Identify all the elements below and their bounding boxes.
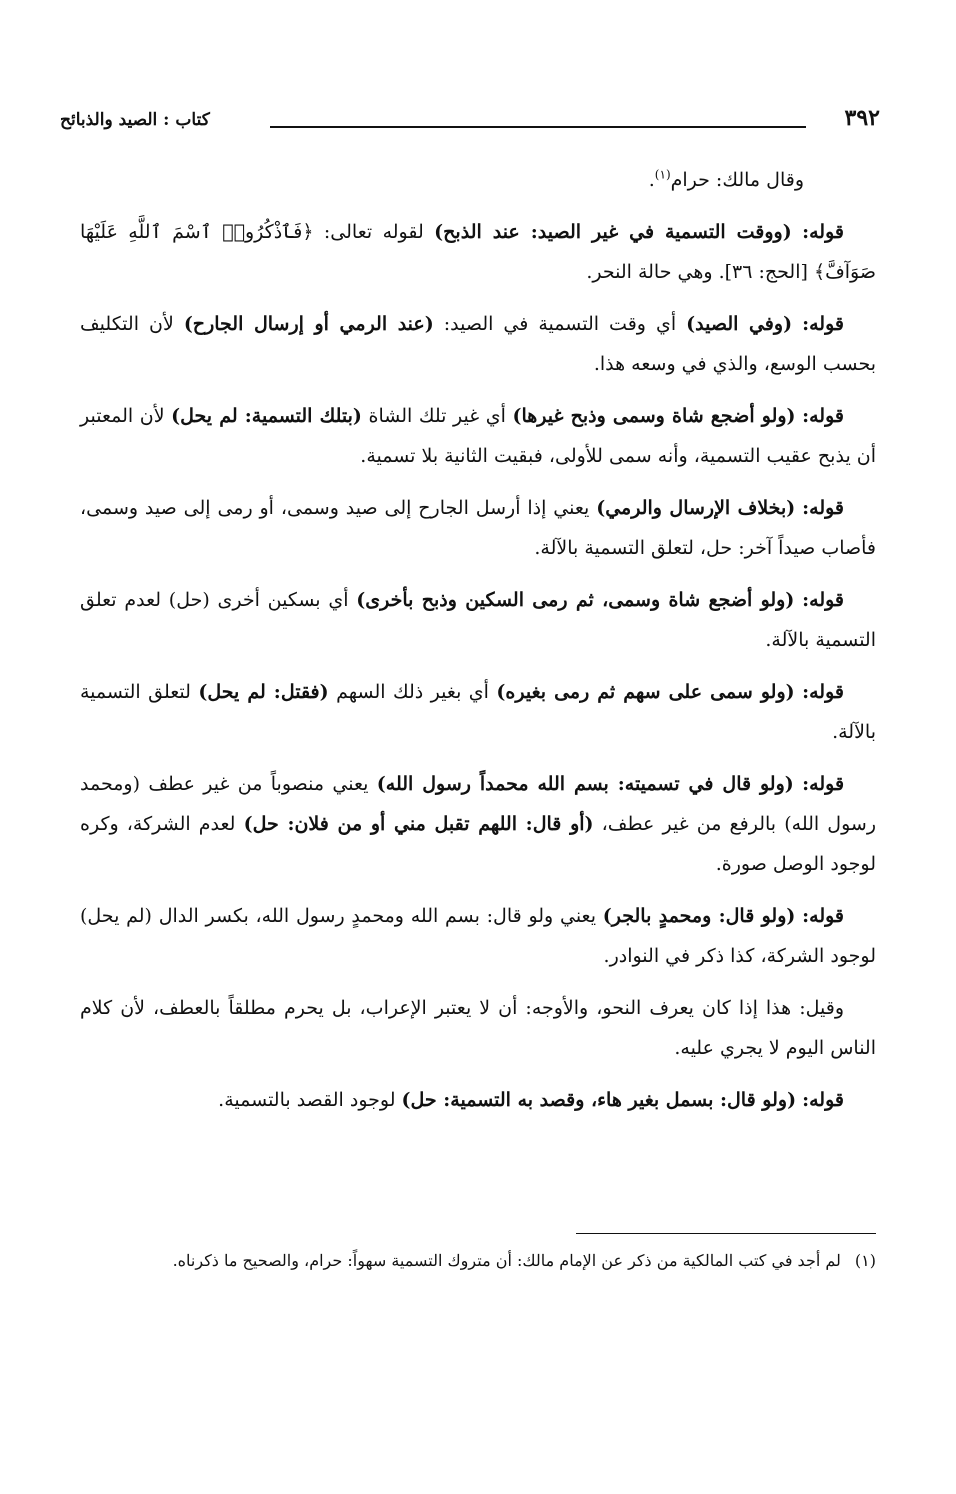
paragraph-text: وقال مالك: حرام: [670, 169, 804, 191]
quoted-text: (بتلك التسمية: لم يحل): [171, 405, 362, 427]
page-header: [60, 104, 880, 140]
quoted-text: (ولو سمى على سهم ثم رمى بغيره): [496, 681, 795, 703]
paragraph: [80, 160, 876, 200]
quoted-text: (ولو أضجع شاة وسمى وذبح غيرها): [512, 405, 796, 427]
commentary-text: أي بغير ذلك السهم: [336, 681, 489, 703]
commentary-text: لأن المعتبر أن يذبح عقيب التسمية، وأنه سمى للأولى، فبقيت الثانية بلا تسمية.: [80, 405, 876, 467]
quoted-text: (ووقت التسمية في غير الصيد: عند الذبح): [434, 221, 792, 243]
commentary-text: أي بسكين أخرى (حل) لعدم تعلق التسمية بالآلة.: [80, 589, 876, 651]
footnote-rule: [576, 1233, 876, 1234]
quoted-text: (ولو قال: بسمل بغير هاء، وقصد به التسمية: حل): [401, 1089, 797, 1111]
paragraph: [80, 580, 876, 660]
commentary-text: لتعلق التسمية بالآلة.: [80, 681, 876, 743]
paragraph: [80, 988, 876, 1068]
commentary-text: لأن التكليف بحسب الوسع، والذي في وسعه هذا.: [80, 313, 876, 375]
paragraph: [80, 304, 876, 384]
lemma-marker: قوله:: [802, 497, 845, 519]
footnotes: [80, 1244, 876, 1278]
page-number: ٣٩٢: [844, 105, 880, 131]
lemma-marker: قوله:: [802, 589, 845, 611]
commentary-text: لوجود القصد بالتسمية.: [218, 1089, 396, 1111]
paragraph: [80, 212, 876, 292]
body-text: [80, 160, 876, 1132]
commentary-text: أي غير تلك الشاة: [368, 405, 506, 427]
footnote-marker: (١): [854, 1251, 876, 1270]
quoted-text: (عند الرمي أو إرسال الجارح): [183, 313, 434, 335]
paragraph: [80, 1080, 876, 1120]
commentary-text: يعني منصوباً من غير عطف (ومحمد رسول الله) بالرفع من غير عطف،: [80, 773, 877, 835]
lemma-marker: قوله:: [802, 221, 844, 243]
quoted-text: (ولو قال في تسميته: بسم الله محمداً رسول الله): [376, 773, 794, 795]
lemma-marker: قوله:: [802, 905, 845, 927]
quoted-text: (بخلاف الإرسال والرمي): [596, 497, 796, 519]
footnote-reference: (١): [654, 167, 671, 182]
footnote: [80, 1244, 876, 1278]
footnote-text: لم أجد في كتب المالكية من ذكر عن الإمام مالك: أن متروك التسمية سهواً: حرام، والصحيح ما ذكرناه.: [172, 1251, 841, 1270]
lemma-marker: قوله:: [802, 313, 844, 335]
quoted-text: (وفي الصيد): [686, 313, 793, 335]
paragraph: [80, 672, 876, 752]
commentary-text: وقيل: هذا إذا كان يعرف النحو، والأوجه: أن لا يعتبر الإعراب، بل يحرم مطلقاً بالعطف، لأن كلام الناس اليوم لا يجري عليه.: [80, 997, 876, 1059]
header-rule: [270, 126, 806, 128]
lemma-marker: قوله:: [802, 1089, 844, 1111]
lemma-marker: قوله:: [802, 405, 844, 427]
commentary-text: لقوله تعالى: ﴿فَٱذْكُرُوا۟ ٱسْمَ ٱللَّهِ عَلَيْهَا صَوَآفَّ﴾ [الحج: ٣٦]. وهي حالة النحر.: [80, 221, 876, 283]
paragraph: [80, 488, 876, 568]
paragraph: [80, 764, 876, 884]
quoted-text: (ولو أضجع شاة وسمى، ثم رمى السكين وذبح بأخرى): [356, 589, 795, 611]
paragraph: [80, 396, 876, 476]
quoted-text: (فقتل: لم يحل): [198, 681, 329, 703]
lemma-marker: قوله:: [802, 681, 844, 703]
commentary-text: يعني ولو قال: بسم الله ومحمدٍ رسول الله، بكسر الدال (لم يحل) لوجود الشركة، كذا ذكر في النوادر.: [80, 905, 876, 967]
paragraph-text: .: [648, 169, 655, 191]
quoted-text: (أو قال: اللهم تقبل مني أو من فلان: حل): [243, 813, 594, 835]
commentary-text: لعدم الشركة، وكره لوجود الوصل صورة.: [80, 813, 876, 875]
paragraph: [80, 896, 876, 976]
quoted-text: (ولو قال: ومحمدٍ بالجر): [602, 905, 796, 927]
lemma-marker: قوله:: [802, 773, 845, 795]
commentary-text: يعني إذا أرسل الجارح إلى صيد وسمى، أو رمى إلى صيد وسمى، فأصاب صيداً آخر: حل، لتعلق التسمية بالآلة.: [80, 497, 876, 559]
commentary-text: أي وقت التسمية في الصيد:: [443, 313, 677, 335]
running-title: كتاب : الصيد والذبائح: [60, 110, 210, 130]
